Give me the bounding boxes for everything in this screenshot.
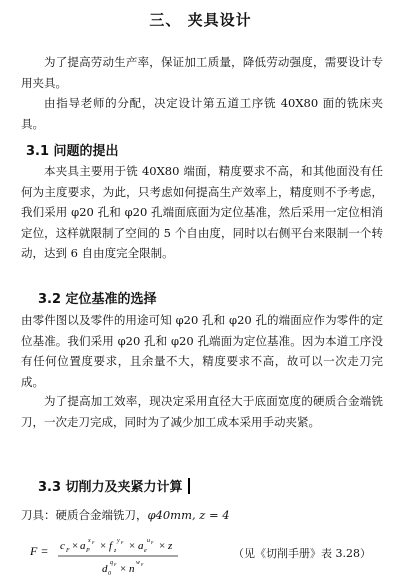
svg-text:y: y: [117, 538, 120, 544]
formula-denominator: [102, 560, 144, 577]
svg-text:z: z: [114, 548, 117, 554]
svg-text:q: q: [110, 560, 113, 566]
svg-text:F: F: [121, 540, 124, 545]
svg-text:e: e: [144, 548, 147, 554]
svg-text:w: w: [136, 560, 141, 566]
section-3-2-body-2: 为了提高加工效率，现决定采用直径大于底面宽度的硬质合金端铣刀，一次走刀完成，同时为了减少加工成本采用手动夹紧。: [21, 394, 383, 429]
svg-text:×: ×: [72, 540, 79, 552]
intro-paragraph-2: 由指导老师的分配，决定设计第五道工序铣 40X80 面的铣床夹具。: [21, 96, 383, 131]
formula-reference: （见《切削手册》表 3.28）: [233, 547, 371, 560]
svg-text:×: ×: [100, 540, 107, 552]
section-heading-3-1: 3.1 问题的提出: [26, 144, 119, 159]
svg-text:n: n: [129, 563, 135, 575]
svg-text:×: ×: [159, 540, 166, 552]
tool-label: 刀具：硬质合金端铣刀，: [21, 508, 148, 522]
svg-text:c: c: [60, 540, 65, 552]
formula-lhs: F =: [30, 544, 49, 558]
formula-svg: [30, 533, 230, 581]
section-3-1-body: 本夹具主要用于铣 40X80 端面，精度要求不高，和其他面没有任何为主度要求，为此，只考虑如何提高生产效率上，精度则不予考虑，我们采用 φ20 孔和 φ20 孔端面底面为定位基准，然后采用一定位相消定位，这样就限制了空间的 5 个自由度，同时以右侧平台来限制一个转动，达到 6 自由度完全限制。: [21, 164, 383, 260]
svg-text:F: F: [141, 562, 144, 567]
svg-text:P: P: [86, 548, 90, 554]
tool-spec: φ40mm, z = 4: [147, 508, 230, 522]
svg-text:×: ×: [120, 563, 127, 575]
svg-text:a: a: [80, 540, 86, 552]
chapter-title: 三、 夹具设计: [149, 11, 252, 29]
svg-text:z: z: [168, 540, 173, 552]
svg-text:0: 0: [108, 571, 111, 577]
section-3-2-body-1: 由零件图以及零件的用途可知 φ20 孔和 φ20 孔的端面应作为零件的定位基准。我们采用 φ20 孔和 φ20 孔端面为定位基准。因为本道工序没有任何位置度要求，且余量不大，精度要求不高，故可以一次走刀完成。: [21, 313, 383, 389]
svg-text:a: a: [138, 540, 144, 552]
formula-numerator: [60, 538, 173, 554]
section-heading-3-3: [38, 476, 190, 495]
svg-text:F: F: [151, 540, 154, 545]
section-heading-3-2: 3.2 定位基准的选择: [38, 292, 157, 307]
svg-text:x: x: [88, 538, 91, 544]
intro-paragraph-1: 为了提高劳动生产率，保证加工质量，降低劳动强度，需要设计专用夹具。: [21, 55, 383, 90]
svg-text:d: d: [102, 563, 108, 575]
text-cursor[interactable]: [188, 478, 190, 494]
svg-text:f: f: [109, 540, 113, 552]
svg-text:F: F: [66, 548, 70, 554]
svg-text:u: u: [147, 538, 150, 544]
svg-text:F: F: [114, 562, 117, 567]
svg-text:×: ×: [129, 540, 136, 552]
tool-spec-line: [21, 507, 230, 523]
svg-text:F: F: [92, 540, 95, 545]
section-3-3-heading-text: 3.3 切削力及夹紧力计算: [38, 480, 183, 495]
